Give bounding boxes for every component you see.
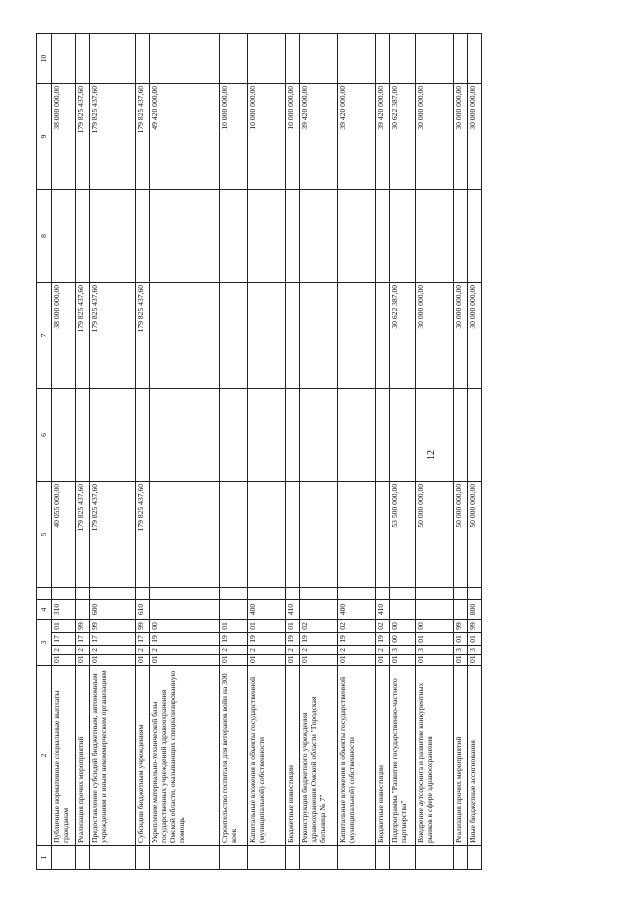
code-activity: 01 [248, 619, 286, 632]
code-subprogram: 2 [376, 646, 390, 655]
value-col6 [416, 388, 454, 481]
value-col7: 30 622 387,00 [390, 282, 416, 388]
value-col5: 179 825 437,60 [90, 481, 136, 587]
value-col9: 30 622 387,00 [390, 83, 416, 189]
value-col8 [390, 189, 416, 282]
code-activity: 99 [90, 619, 136, 632]
value-col7 [300, 282, 338, 388]
blank-cell [454, 846, 468, 870]
code-expense-type: 310 [52, 599, 76, 619]
code-program: 01 [338, 655, 376, 666]
gap-cell [248, 587, 286, 599]
code-expense-type [390, 599, 416, 619]
col-header-2: 2 [37, 666, 52, 846]
value-col10 [300, 33, 338, 83]
gap-cell [136, 587, 150, 599]
col-gap [37, 587, 52, 599]
value-col8 [90, 189, 136, 282]
value-col5: 179 825 437,60 [136, 481, 150, 587]
value-col8 [416, 189, 454, 282]
code-subprogram: 2 [76, 646, 90, 655]
code-expense-type [416, 599, 454, 619]
code-activity: 00 [390, 619, 416, 632]
code-subprogram: 3 [468, 646, 482, 655]
gap-cell [286, 587, 300, 599]
code-activity: 00 [416, 619, 454, 632]
code-subprogram: 2 [338, 646, 376, 655]
value-col10 [416, 33, 454, 83]
value-col6 [220, 388, 248, 481]
code-activity: 01 [220, 619, 248, 632]
code-main-activity: 19 [376, 633, 390, 646]
value-col10 [454, 33, 468, 83]
code-program: 01 [300, 655, 338, 666]
code-main-activity: 17 [52, 633, 76, 646]
code-activity: 00 [150, 619, 220, 632]
value-col9: 10 000 000,00 [248, 83, 286, 189]
gap-cell [76, 587, 90, 599]
code-program: 01 [390, 655, 416, 666]
code-activity: 99 [468, 619, 482, 632]
code-main-activity: 17 [90, 633, 136, 646]
value-col9: 39 420 000,00 [338, 83, 376, 189]
code-expense-type: 610 [136, 599, 150, 619]
code-activity: 02 [300, 619, 338, 632]
table-row [338, 33, 376, 869]
code-main-activity: 19 [286, 633, 300, 646]
col-header-4: 4 [37, 599, 52, 619]
code-expense-type: 800 [468, 599, 482, 619]
blank-cell [90, 846, 136, 870]
value-col6 [376, 388, 390, 481]
row-name: Реализация прочих мероприятий [454, 666, 468, 846]
col-header-10: 10 [37, 33, 52, 83]
code-expense-type [150, 599, 220, 619]
value-col6 [390, 388, 416, 481]
blank-cell [416, 846, 454, 870]
code-main-activity: 17 [136, 633, 150, 646]
code-expense-type: 400 [248, 599, 286, 619]
value-col5 [286, 481, 300, 587]
table-row [390, 33, 416, 869]
value-col10 [220, 33, 248, 83]
budget-table [36, 33, 482, 870]
value-col10 [338, 33, 376, 83]
value-col6 [468, 388, 482, 481]
code-subprogram: 2 [52, 646, 76, 655]
table-row [286, 33, 300, 869]
value-col7: 30 000 000,00 [454, 282, 468, 388]
gap-cell [338, 587, 376, 599]
code-subprogram: 2 [90, 646, 136, 655]
table-row [220, 33, 248, 869]
code-program: 01 [454, 655, 468, 666]
code-expense-type [220, 599, 248, 619]
col-header-5: 5 [37, 481, 52, 587]
value-col8 [248, 189, 286, 282]
value-col8 [220, 189, 248, 282]
table-row [90, 33, 136, 869]
code-subprogram: 2 [150, 646, 220, 655]
value-col8 [286, 189, 300, 282]
value-col9: 30 000 000,00 [416, 83, 454, 189]
table-row [416, 33, 454, 869]
gap-cell [90, 587, 136, 599]
blank-cell [390, 846, 416, 870]
value-col10 [376, 33, 390, 83]
value-col5 [376, 481, 390, 587]
value-col9: 179 825 437,60 [90, 83, 136, 189]
row-name: Капитальные вложения в объекты государственной (муниципальной) собственности [248, 666, 286, 846]
value-col9: 49 420 000,00 [150, 83, 220, 189]
blank-cell [286, 846, 300, 870]
value-col9: 39 420 000,00 [300, 83, 338, 189]
row-name: Иные бюджетные ассигнования [468, 666, 482, 846]
value-col5: 50 000 000,00 [454, 481, 468, 587]
value-col5: 50 000 000,00 [468, 481, 482, 587]
value-col10 [468, 33, 482, 83]
gap-cell [390, 587, 416, 599]
code-main-activity: 01 [468, 633, 482, 646]
code-expense-type: 400 [338, 599, 376, 619]
code-main-activity: 17 [76, 633, 90, 646]
row-name: Предоставление субсидий бюджетным, автономным учреждениям и иным некоммерческим организациям [90, 666, 136, 846]
value-col7 [376, 282, 390, 388]
gap-cell [150, 587, 220, 599]
table-row [136, 33, 150, 869]
value-col8 [52, 189, 76, 282]
code-expense-type [300, 599, 338, 619]
value-col8 [136, 189, 150, 282]
code-program: 01 [52, 655, 76, 666]
blank-cell [468, 846, 482, 870]
code-activity: 01 [52, 619, 76, 632]
value-col9: 30 000 000,00 [454, 83, 468, 189]
value-col9: 179 825 437,60 [136, 83, 150, 189]
blank-cell [248, 846, 286, 870]
value-col7 [248, 282, 286, 388]
code-main-activity: 19 [220, 633, 248, 646]
gap-cell [220, 587, 248, 599]
row-name: Внедрение аутсорсинга и развитие конкурентных рынков в сфере здравоохранения [416, 666, 454, 846]
table-row [376, 33, 390, 869]
code-subprogram: 2 [220, 646, 248, 655]
code-activity: 99 [76, 619, 90, 632]
row-name: Укрепление материально-технической базы государственных учреждений здравоохранения Омской области, оказывающих специализированную помощь [150, 666, 220, 846]
row-name: Подпрограмма "Развитие государственно-частного партнерства" [390, 666, 416, 846]
value-col6 [76, 388, 90, 481]
col-header-7: 7 [37, 282, 52, 388]
code-program: 01 [468, 655, 482, 666]
row-name: Бюджетные инвестиции [286, 666, 300, 846]
value-col7: 179 825 437,60 [90, 282, 136, 388]
value-col10 [90, 33, 136, 83]
code-program: 01 [286, 655, 300, 666]
blank-cell [136, 846, 150, 870]
value-col5 [300, 481, 338, 587]
row-name: Субсидии бюджетным учреждениям [136, 666, 150, 846]
table-row [248, 33, 286, 869]
table-row [300, 33, 338, 869]
code-expense-type: 600 [90, 599, 136, 619]
value-col9: 179 825 437,60 [76, 83, 90, 189]
value-col7: 38 000 000,00 [52, 282, 76, 388]
blank-cell [220, 846, 248, 870]
gap-cell [300, 587, 338, 599]
table-row [52, 33, 76, 869]
blank-cell [376, 846, 390, 870]
code-program: 01 [248, 655, 286, 666]
code-main-activity: 19 [248, 633, 286, 646]
row-name: Публичные нормативные социальные выплаты гражданам [52, 666, 76, 846]
value-col6 [52, 388, 76, 481]
code-activity: 01 [286, 619, 300, 632]
value-col9: 10 000 000,00 [286, 83, 300, 189]
code-main-activity: 01 [416, 633, 454, 646]
col-header-6: 6 [37, 388, 52, 481]
code-program: 01 [376, 655, 390, 666]
table-body [52, 33, 482, 869]
value-col7: 30 000 000,00 [468, 282, 482, 388]
value-col7 [338, 282, 376, 388]
code-main-activity: 00 [390, 633, 416, 646]
value-col5 [248, 481, 286, 587]
value-col6 [136, 388, 150, 481]
code-subprogram: 2 [286, 646, 300, 655]
value-col5 [338, 481, 376, 587]
value-col5: 50 000 000,00 [416, 481, 454, 587]
code-program: 01 [136, 655, 150, 666]
value-col8 [338, 189, 376, 282]
value-col6 [248, 388, 286, 481]
value-col5: 40 055 000,00 [52, 481, 76, 587]
code-subprogram: 3 [416, 646, 454, 655]
code-subprogram: 3 [390, 646, 416, 655]
value-col6 [300, 388, 338, 481]
value-col9: 30 000 000,00 [468, 83, 482, 189]
value-col7: 179 825 437,60 [76, 282, 90, 388]
code-main-activity: 19 [150, 633, 220, 646]
value-col8 [454, 189, 468, 282]
table-row [76, 33, 90, 869]
value-col10 [248, 33, 286, 83]
code-subprogram: 2 [300, 646, 338, 655]
code-activity: 02 [338, 619, 376, 632]
row-name: Бюджетные инвестиции [376, 666, 390, 846]
code-main-activity: 19 [338, 633, 376, 646]
row-name: Реализация прочих мероприятий [76, 666, 90, 846]
code-subprogram: 2 [248, 646, 286, 655]
value-col10 [136, 33, 150, 83]
value-col6 [286, 388, 300, 481]
row-name: Капитальные вложения в объекты государственной (муниципальной) собственности [338, 666, 376, 846]
value-col6 [150, 388, 220, 481]
blank-cell [52, 846, 76, 870]
blank-cell [150, 846, 220, 870]
gap-cell [468, 587, 482, 599]
gap-cell [376, 587, 390, 599]
code-expense-type [454, 599, 468, 619]
code-expense-type: 410 [286, 599, 300, 619]
value-col7 [286, 282, 300, 388]
col-header-8: 8 [37, 189, 52, 282]
col-header-3: 3 [37, 619, 52, 665]
blank-cell [76, 846, 90, 870]
row-name: Строительство госпиталя для ветеранов войн на 300 коек [220, 666, 248, 846]
gap-cell [52, 587, 76, 599]
page-number: 12 [426, 450, 437, 460]
value-col8 [300, 189, 338, 282]
table-row [468, 33, 482, 869]
value-col9: 39 420 000,00 [376, 83, 390, 189]
value-col5 [150, 481, 220, 587]
code-program: 01 [416, 655, 454, 666]
value-col10 [286, 33, 300, 83]
value-col9: 10 000 000,00 [220, 83, 248, 189]
value-col7: 30 000 000,00 [416, 282, 454, 388]
value-col8 [468, 189, 482, 282]
col-header-1: 1 [37, 846, 52, 870]
blank-cell [300, 846, 338, 870]
code-activity: 99 [454, 619, 468, 632]
code-activity: 02 [376, 619, 390, 632]
code-program: 01 [76, 655, 90, 666]
value-col10 [150, 33, 220, 83]
gap-cell [416, 587, 454, 599]
value-col5: 53 500 000,00 [390, 481, 416, 587]
value-col6 [338, 388, 376, 481]
value-col6 [90, 388, 136, 481]
value-col5: 179 825 437,60 [76, 481, 90, 587]
value-col7: 179 825 437,60 [136, 282, 150, 388]
code-expense-type [76, 599, 90, 619]
value-col8 [76, 189, 90, 282]
code-subprogram: 2 [136, 646, 150, 655]
value-col6 [454, 388, 468, 481]
code-program: 01 [220, 655, 248, 666]
code-program: 01 [90, 655, 136, 666]
code-main-activity: 19 [300, 633, 338, 646]
value-col7 [220, 282, 248, 388]
code-expense-type: 410 [376, 599, 390, 619]
blank-cell [338, 846, 376, 870]
code-activity: 99 [136, 619, 150, 632]
column-number-row [37, 33, 52, 869]
value-col8 [150, 189, 220, 282]
table-row [454, 33, 468, 869]
code-program: 01 [150, 655, 220, 666]
table-row [150, 33, 220, 869]
value-col10 [52, 33, 76, 83]
value-col7 [150, 282, 220, 388]
code-main-activity: 01 [454, 633, 468, 646]
col-header-9: 9 [37, 83, 52, 189]
value-col10 [76, 33, 90, 83]
value-col9: 38 000 000,00 [52, 83, 76, 189]
row-name: Реконструкция бюджетного учреждения здравоохранения Омской области "Городская больница № 7" [300, 666, 338, 846]
gap-cell [454, 587, 468, 599]
value-col10 [390, 33, 416, 83]
code-subprogram: 3 [454, 646, 468, 655]
value-col5 [220, 481, 248, 587]
value-col8 [376, 189, 390, 282]
